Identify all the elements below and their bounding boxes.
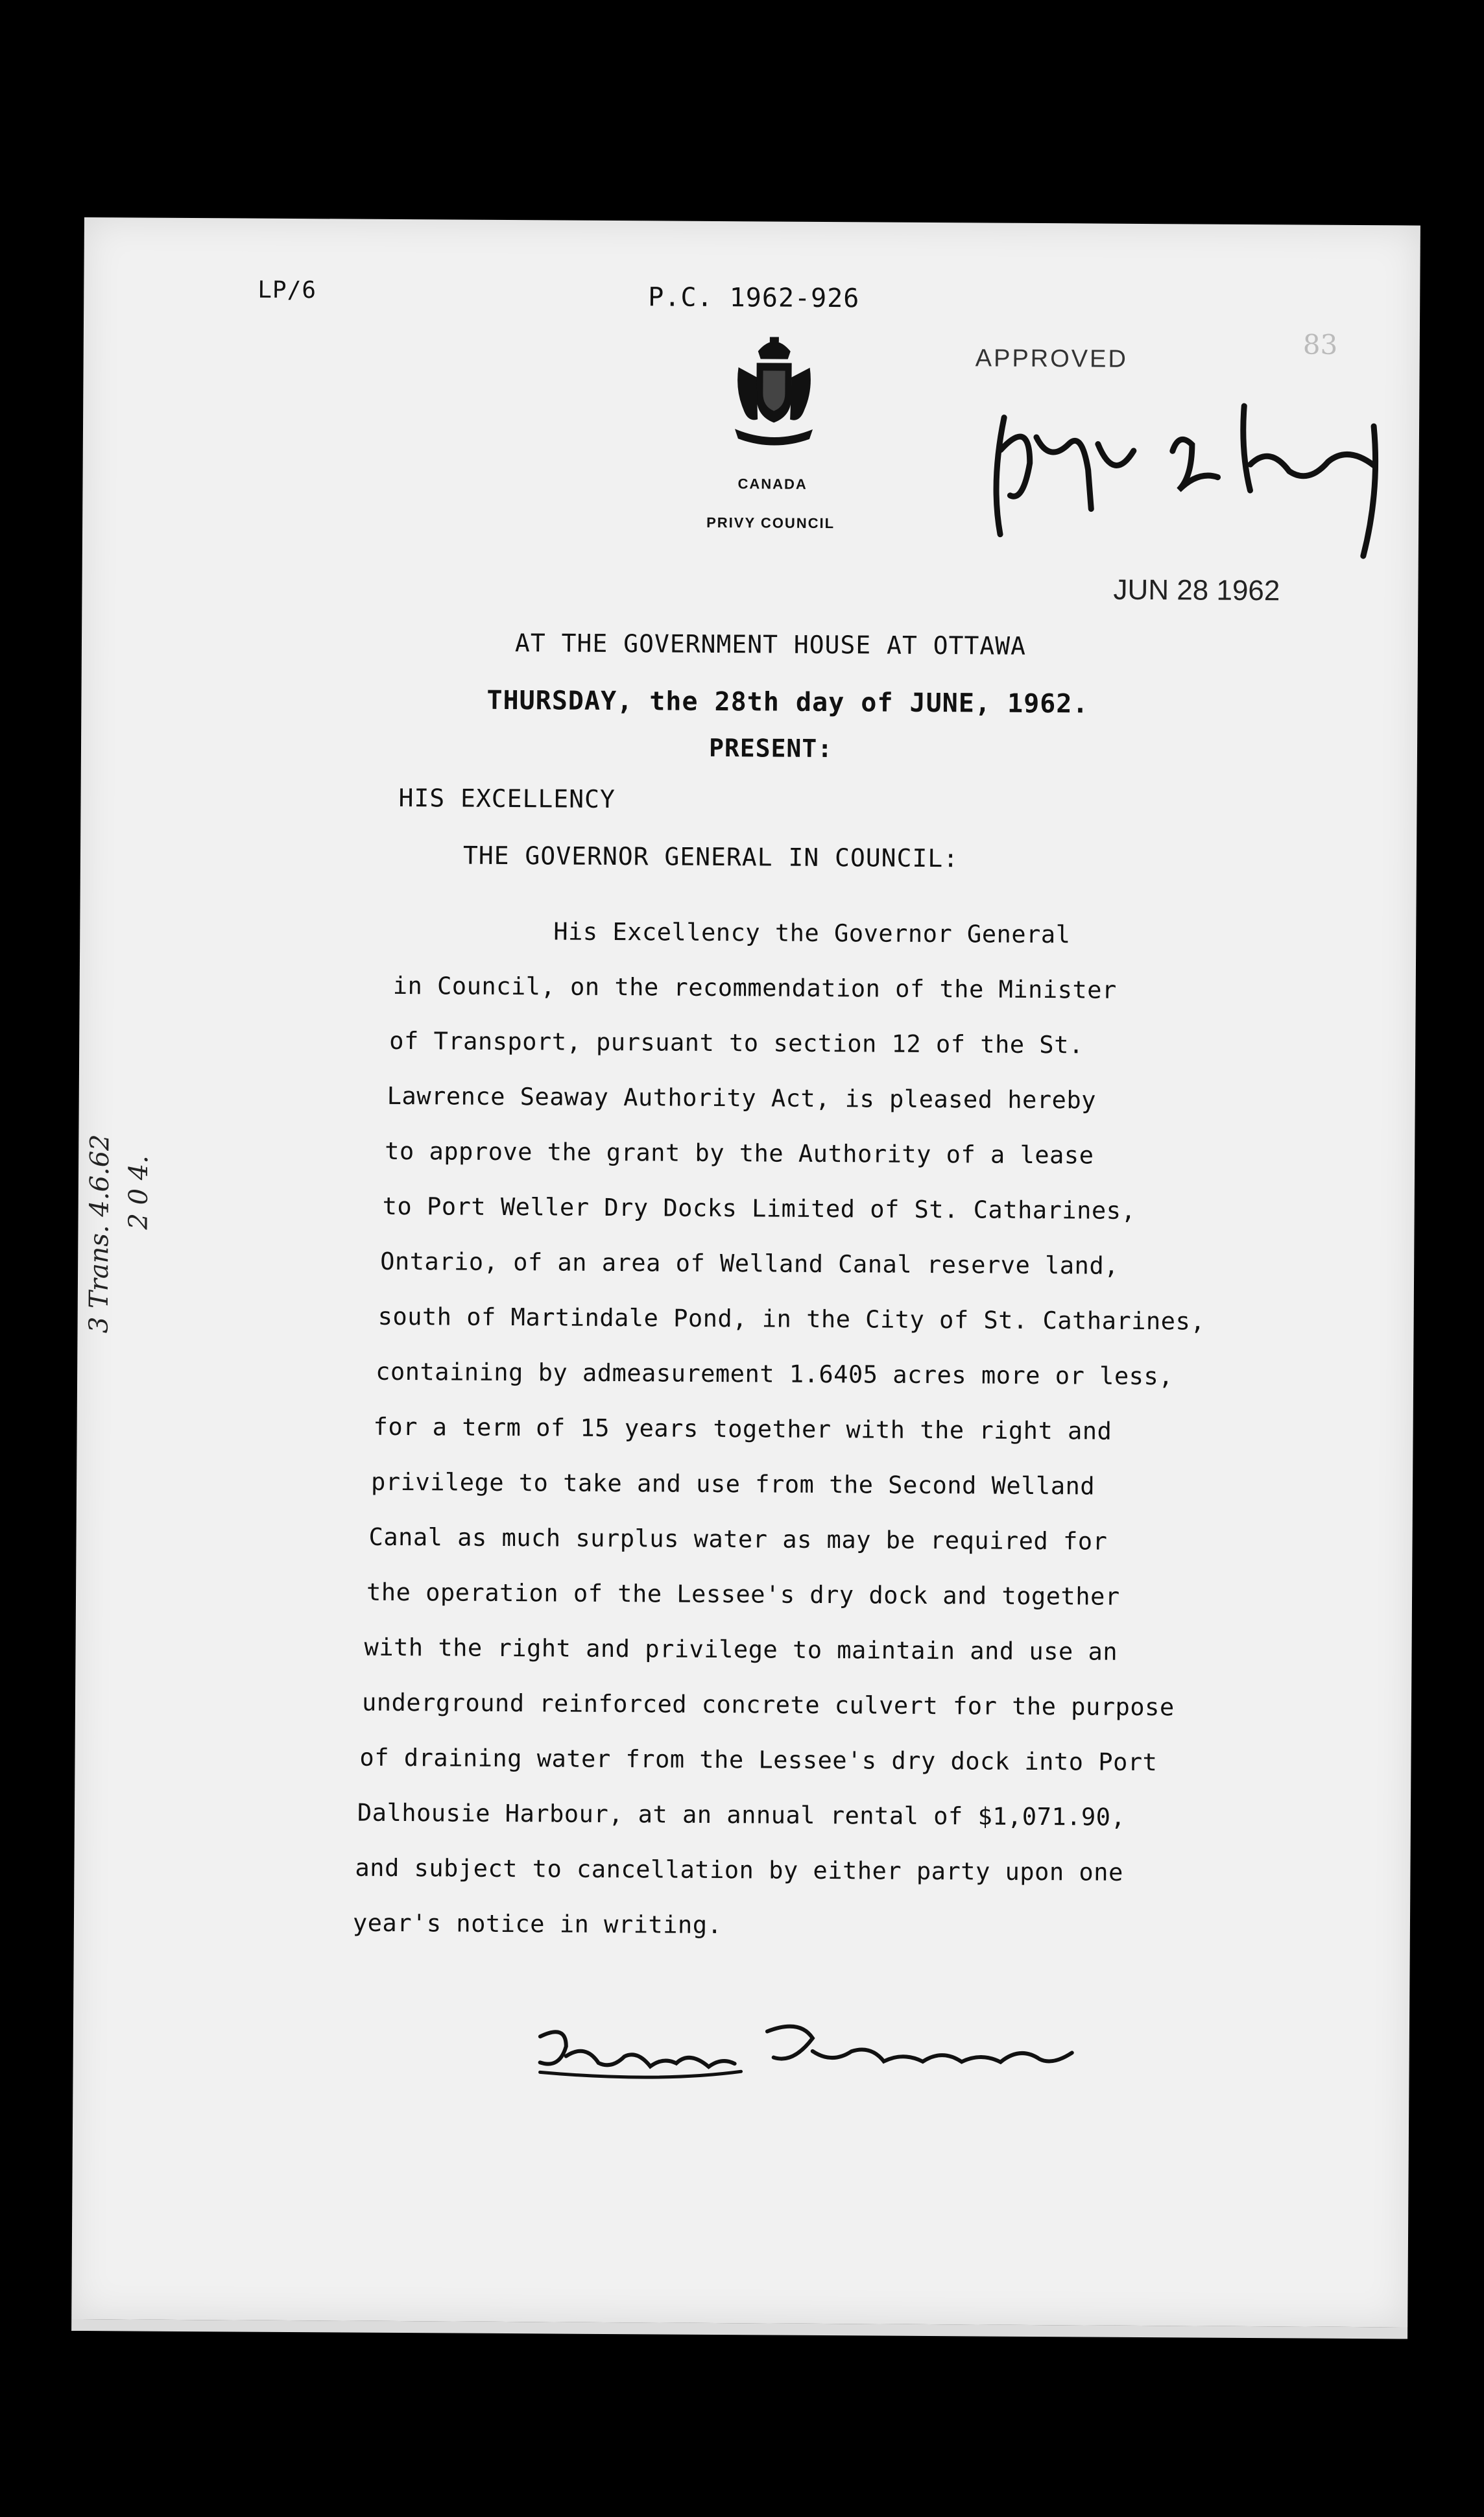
body-line: with the right and privilege to maintain and use an (364, 1633, 1118, 1666)
body-line: Lawrence Seaway Authority Act, is pleased hereby (387, 1081, 1097, 1114)
body-line: Dalhousie Harbour, at an annual rental of $1,071.90, (357, 1798, 1126, 1831)
document-page (71, 217, 1420, 2328)
margin-note-line2: 2 0 4. (123, 1155, 154, 1230)
margin-note-line1: 3 Trans. 4.6.62 (84, 1134, 115, 1334)
approved-label: APPROVED (975, 344, 1128, 373)
body-line: the operation of the Lessee's dry dock and together (366, 1578, 1120, 1611)
canada-coat-of-arms-icon (732, 331, 817, 455)
body-line: to Port Weller Dry Docks Limited of St. Catharines, (382, 1192, 1136, 1225)
file-reference: LP/6 (257, 276, 317, 304)
clerk-signature-icon (527, 2010, 1098, 2091)
crest-country-label: CANADA (737, 476, 808, 492)
page-number: 83 (1302, 328, 1338, 361)
order-number: P.C. 1962-926 (648, 282, 860, 314)
body-line: His Excellency the Governor General (553, 917, 1071, 949)
body-line: containing by admeasurement 1.6405 acres more or less, (376, 1357, 1174, 1391)
body-line: south of Martindale Pond, in the City of St. Catharines, (377, 1302, 1206, 1336)
governor-in-council-line: THE GOVERNOR GENERAL IN COUNCIL: (462, 841, 959, 873)
approval-date-stamp: JUN 28 1962 (1113, 573, 1280, 607)
governor-signature-icon (984, 391, 1400, 562)
present-heading: PRESENT: (708, 733, 833, 764)
body-line: privilege to take and use from the Second Welland (370, 1467, 1095, 1500)
body-line: of Transport, pursuant to section 12 of the St. (389, 1026, 1084, 1059)
body-line: to approve the grant by the Authority of a lease (385, 1137, 1094, 1170)
body-line: Ontario, of an area of Welland Canal reserve land, (380, 1247, 1119, 1280)
crest-body-label: PRIVY COUNCIL (706, 514, 835, 532)
body-line: for a term of 15 years together with the right and (373, 1412, 1112, 1445)
body-line: in Council, on the recommendation of the Minister (392, 971, 1117, 1004)
location-line: AT THE GOVERNMENT HOUSE AT OTTAWA (514, 629, 1027, 660)
body-line: Canal as much surplus water as may be required for (368, 1523, 1108, 1556)
his-excellency-line: HIS EXCELLENCY (398, 783, 616, 814)
body-line: underground reinforced concrete culvert for the purpose (361, 1688, 1175, 1722)
date-line: THURSDAY, the 28th day of JUNE, 1962. (486, 685, 1089, 719)
body-line: and subject to cancellation by either party upon one (355, 1853, 1123, 1886)
body-line: of draining water from the Lessee's dry dock into Port (359, 1743, 1158, 1777)
body-line: year's notice in writing. (352, 1909, 723, 1940)
